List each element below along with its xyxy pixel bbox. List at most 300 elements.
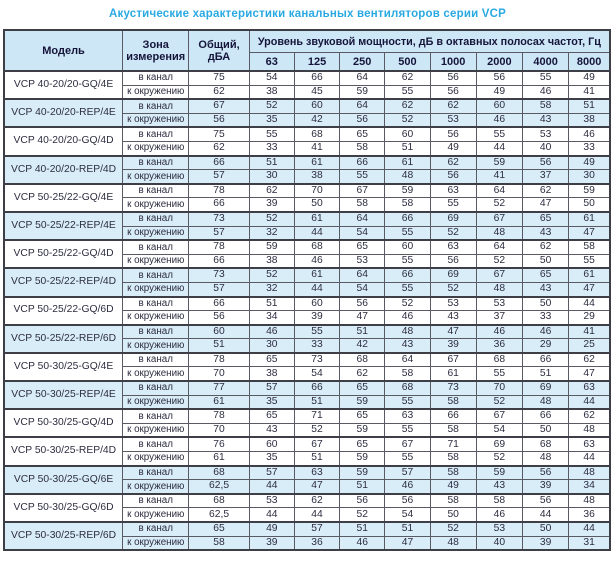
- spl-value-cell: 67: [430, 353, 476, 367]
- spl-value-cell: 58: [430, 423, 476, 437]
- table-row: [4, 99, 610, 113]
- spl-value-cell: 52: [385, 113, 430, 127]
- spl-value-cell: 43: [523, 113, 569, 127]
- zone-cell: в канал: [123, 212, 189, 226]
- spl-value-cell: 56: [523, 494, 569, 508]
- spl-value-cell: 49: [569, 71, 610, 85]
- spl-value-cell: 47: [569, 226, 610, 240]
- spl-value-cell: 57: [385, 466, 430, 480]
- spl-value-cell: 47: [569, 282, 610, 296]
- spl-value-cell: 73: [294, 353, 339, 367]
- spl-value-cell: 49: [430, 480, 476, 494]
- spl-value-cell: 64: [340, 212, 385, 226]
- col-header-model: Модель: [4, 30, 123, 71]
- spl-value-cell: 58: [476, 494, 522, 508]
- spl-value-cell: 66: [385, 268, 430, 282]
- spl-value-cell: 61: [430, 367, 476, 381]
- spl-value-cell: 59: [340, 423, 385, 437]
- spl-value-cell: 55: [569, 254, 610, 268]
- zone-cell: в канал: [123, 297, 189, 311]
- model-cell: VCP 50-25/22-GQ/6D: [4, 297, 123, 325]
- spl-value-cell: 46: [385, 311, 430, 325]
- spl-value-cell: 55: [385, 226, 430, 240]
- spl-value-cell: 67: [476, 268, 522, 282]
- zone-cell: к окружению: [123, 113, 189, 127]
- spl-value-cell: 51: [340, 522, 385, 536]
- zone-cell: в канал: [123, 99, 189, 113]
- spl-value-cell: 35: [249, 452, 294, 466]
- spl-value-cell: 62: [385, 99, 430, 113]
- spl-value-cell: 36: [569, 508, 610, 522]
- spl-value-cell: 53: [523, 127, 569, 141]
- spl-value-cell: 39: [249, 536, 294, 550]
- spl-value-cell: 64: [340, 99, 385, 113]
- model-cell: VCP 40-20/20-REP/4E: [4, 99, 123, 127]
- spl-value-cell: 63: [430, 240, 476, 254]
- spl-value-cell: 61: [569, 212, 610, 226]
- spl-value-cell: 29: [523, 339, 569, 353]
- model-cell: VCP 50-25/22-GQ/4E: [4, 184, 123, 212]
- total-dba-cell: 66: [189, 156, 249, 170]
- total-dba-cell: 56: [189, 113, 249, 127]
- spl-value-cell: 62: [430, 156, 476, 170]
- zone-cell: к окружению: [123, 141, 189, 155]
- spl-value-cell: 51: [385, 141, 430, 155]
- spl-value-cell: 68: [476, 353, 522, 367]
- spl-value-cell: 50: [523, 297, 569, 311]
- spl-value-cell: 46: [249, 325, 294, 339]
- table-row: [4, 522, 610, 536]
- table-row: [4, 156, 610, 170]
- total-dba-cell: 78: [189, 353, 249, 367]
- spl-value-cell: 59: [340, 395, 385, 409]
- spl-value-cell: 55: [385, 452, 430, 466]
- zone-cell: в канал: [123, 127, 189, 141]
- zone-cell: к окружению: [123, 282, 189, 296]
- spl-value-cell: 52: [476, 254, 522, 268]
- spl-value-cell: 64: [340, 268, 385, 282]
- spl-value-cell: 66: [523, 409, 569, 423]
- spl-value-cell: 55: [385, 395, 430, 409]
- spl-value-cell: 45: [294, 85, 339, 99]
- spl-value-cell: 37: [476, 311, 522, 325]
- spl-value-cell: 44: [476, 141, 522, 155]
- table-row: [4, 494, 610, 508]
- col-header-total-dba: Общий, дБА: [189, 30, 249, 71]
- spl-value-cell: 65: [249, 353, 294, 367]
- zone-cell: в канал: [123, 268, 189, 282]
- spl-value-cell: 47: [294, 480, 339, 494]
- spl-value-cell: 31: [569, 536, 610, 550]
- zone-cell: к окружению: [123, 226, 189, 240]
- spl-value-cell: 30: [569, 170, 610, 184]
- zone-cell: в канал: [123, 325, 189, 339]
- zone-cell: к окружению: [123, 508, 189, 522]
- table-row: [4, 353, 610, 367]
- table-row: [4, 127, 610, 141]
- spl-value-cell: 50: [523, 522, 569, 536]
- spl-value-cell: 65: [340, 409, 385, 423]
- spl-value-cell: 62: [385, 71, 430, 85]
- spl-value-cell: 52: [476, 452, 522, 466]
- spl-value-cell: 51: [294, 395, 339, 409]
- zone-cell: к окружению: [123, 254, 189, 268]
- total-dba-cell: 62,5: [189, 480, 249, 494]
- spl-value-cell: 66: [294, 381, 339, 395]
- spl-value-cell: 52: [476, 198, 522, 212]
- spl-value-cell: 71: [294, 409, 339, 423]
- zone-cell: к окружению: [123, 85, 189, 99]
- spl-value-cell: 60: [294, 99, 339, 113]
- zone-cell: в канал: [123, 437, 189, 451]
- model-cell: VCP 50-30/25-REP/6D: [4, 522, 123, 550]
- table-row: [4, 466, 610, 480]
- total-dba-cell: 73: [189, 212, 249, 226]
- spl-value-cell: 44: [569, 395, 610, 409]
- spl-value-cell: 57: [249, 381, 294, 395]
- spl-value-cell: 50: [430, 508, 476, 522]
- spl-value-cell: 30: [249, 339, 294, 353]
- model-cell: VCP 50-25/22-REP/4D: [4, 268, 123, 296]
- spl-value-cell: 48: [569, 466, 610, 480]
- spl-value-cell: 53: [476, 522, 522, 536]
- zone-cell: к окружению: [123, 423, 189, 437]
- spl-value-cell: 35: [249, 113, 294, 127]
- spl-value-cell: 52: [430, 226, 476, 240]
- spl-value-cell: 53: [430, 113, 476, 127]
- spl-value-cell: 66: [430, 409, 476, 423]
- spl-value-cell: 56: [523, 156, 569, 170]
- spl-value-cell: 54: [249, 71, 294, 85]
- spl-value-cell: 25: [569, 339, 610, 353]
- spl-value-cell: 39: [430, 339, 476, 353]
- spl-value-cell: 66: [523, 353, 569, 367]
- zone-cell: к окружению: [123, 367, 189, 381]
- spl-value-cell: 46: [476, 325, 522, 339]
- spl-value-cell: 62: [249, 184, 294, 198]
- table-row: [4, 212, 610, 226]
- spl-value-cell: 60: [476, 99, 522, 113]
- spl-value-cell: 52: [249, 99, 294, 113]
- model-cell: VCP 50-30/25-GQ/4E: [4, 353, 123, 381]
- model-cell: VCP 50-25/22-REP/4E: [4, 212, 123, 240]
- spl-value-cell: 39: [523, 480, 569, 494]
- table-row: [4, 325, 610, 339]
- spl-value-cell: 58: [340, 198, 385, 212]
- spl-value-cell: 52: [385, 297, 430, 311]
- spl-value-cell: 50: [569, 198, 610, 212]
- spl-value-cell: 52: [430, 282, 476, 296]
- spl-value-cell: 51: [340, 325, 385, 339]
- spl-value-cell: 56: [430, 254, 476, 268]
- spl-value-cell: 51: [385, 522, 430, 536]
- total-dba-cell: 78: [189, 409, 249, 423]
- spl-value-cell: 48: [569, 423, 610, 437]
- spl-value-cell: 47: [430, 325, 476, 339]
- zone-cell: в канал: [123, 381, 189, 395]
- spl-value-cell: 67: [294, 437, 339, 451]
- spl-value-cell: 69: [476, 437, 522, 451]
- total-dba-cell: 57: [189, 226, 249, 240]
- zone-cell: в канал: [123, 71, 189, 85]
- total-dba-cell: 68: [189, 494, 249, 508]
- spl-value-cell: 46: [523, 325, 569, 339]
- spl-value-cell: 50: [294, 198, 339, 212]
- spl-value-cell: 57: [249, 466, 294, 480]
- spl-value-cell: 48: [430, 536, 476, 550]
- spl-value-cell: 49: [569, 156, 610, 170]
- total-dba-cell: 57: [189, 170, 249, 184]
- spl-value-cell: 65: [340, 127, 385, 141]
- spl-value-cell: 65: [523, 268, 569, 282]
- spl-value-cell: 69: [430, 212, 476, 226]
- spl-value-cell: 40: [523, 141, 569, 155]
- table-row: [4, 184, 610, 198]
- total-dba-cell: 62,5: [189, 508, 249, 522]
- spl-value-cell: 63: [430, 184, 476, 198]
- spl-value-cell: 51: [249, 297, 294, 311]
- spl-value-cell: 55: [249, 127, 294, 141]
- spl-value-cell: 56: [340, 113, 385, 127]
- total-dba-cell: 67: [189, 99, 249, 113]
- spl-value-cell: 60: [294, 297, 339, 311]
- spl-value-cell: 65: [523, 212, 569, 226]
- spl-value-cell: 41: [294, 141, 339, 155]
- table-row: [4, 437, 610, 451]
- spl-value-cell: 43: [476, 480, 522, 494]
- table-row: [4, 381, 610, 395]
- spl-value-cell: 60: [249, 437, 294, 451]
- spl-value-cell: 62: [569, 409, 610, 423]
- spl-value-cell: 56: [523, 466, 569, 480]
- spl-value-cell: 55: [476, 127, 522, 141]
- spl-value-cell: 55: [385, 423, 430, 437]
- spl-value-cell: 43: [430, 311, 476, 325]
- spl-value-cell: 52: [476, 395, 522, 409]
- spl-value-cell: 63: [294, 466, 339, 480]
- spl-value-cell: 64: [340, 71, 385, 85]
- spl-value-cell: 60: [385, 127, 430, 141]
- total-dba-cell: 51: [189, 339, 249, 353]
- model-cell: VCP 50-30/25-GQ/6E: [4, 466, 123, 494]
- spl-value-cell: 46: [523, 85, 569, 99]
- spl-value-cell: 44: [569, 297, 610, 311]
- spl-value-cell: 34: [569, 480, 610, 494]
- spl-value-cell: 59: [340, 466, 385, 480]
- spl-value-cell: 44: [249, 508, 294, 522]
- spl-value-cell: 38: [294, 170, 339, 184]
- spl-value-cell: 39: [294, 311, 339, 325]
- total-dba-cell: 73: [189, 268, 249, 282]
- table-header: [4, 30, 610, 71]
- spl-value-cell: 44: [569, 452, 610, 466]
- spl-value-cell: 68: [294, 127, 339, 141]
- spl-value-cell: 43: [385, 339, 430, 353]
- spl-value-cell: 62: [340, 367, 385, 381]
- freq-header-63: 63: [249, 53, 294, 72]
- spl-value-cell: 38: [249, 254, 294, 268]
- spl-value-cell: 44: [294, 226, 339, 240]
- spl-value-cell: 59: [569, 184, 610, 198]
- freq-header-2000: 2000: [476, 53, 522, 72]
- spl-value-cell: 44: [294, 508, 339, 522]
- zone-cell: к окружению: [123, 480, 189, 494]
- table-row: [4, 409, 610, 423]
- page-title: Акустические характеристики канальных вентиляторов серии VCP: [108, 8, 507, 20]
- spl-value-cell: 44: [569, 522, 610, 536]
- spl-value-cell: 63: [569, 381, 610, 395]
- spl-value-cell: 39: [249, 198, 294, 212]
- spl-value-cell: 41: [569, 85, 610, 99]
- spl-value-cell: 56: [476, 71, 522, 85]
- zone-cell: в канал: [123, 494, 189, 508]
- spl-value-cell: 47: [385, 536, 430, 550]
- spl-value-cell: 49: [249, 522, 294, 536]
- spl-value-cell: 46: [340, 536, 385, 550]
- spl-value-cell: 64: [476, 240, 522, 254]
- spl-value-cell: 68: [294, 240, 339, 254]
- total-dba-cell: 70: [189, 367, 249, 381]
- spl-value-cell: 58: [430, 494, 476, 508]
- total-dba-cell: 65: [189, 522, 249, 536]
- spl-value-cell: 53: [340, 254, 385, 268]
- zone-cell: в канал: [123, 409, 189, 423]
- spl-value-cell: 56: [340, 494, 385, 508]
- spl-value-cell: 57: [294, 522, 339, 536]
- spl-value-cell: 43: [523, 226, 569, 240]
- model-cell: VCP 40-20/20-REP/4D: [4, 156, 123, 184]
- spl-value-cell: 58: [340, 141, 385, 155]
- zone-cell: к окружению: [123, 536, 189, 550]
- spl-value-cell: 67: [476, 409, 522, 423]
- spl-value-cell: 58: [430, 395, 476, 409]
- spl-value-cell: 63: [569, 437, 610, 451]
- table-body: [4, 71, 610, 550]
- total-dba-cell: 75: [189, 71, 249, 85]
- spl-value-cell: 56: [430, 85, 476, 99]
- total-dba-cell: 68: [189, 466, 249, 480]
- spl-value-cell: 51: [294, 452, 339, 466]
- spl-value-cell: 58: [523, 99, 569, 113]
- model-cell: VCP 50-30/25-GQ/6D: [4, 494, 123, 522]
- total-dba-cell: 57: [189, 282, 249, 296]
- spl-value-cell: 61: [385, 156, 430, 170]
- spl-value-cell: 69: [430, 268, 476, 282]
- table-row: [4, 297, 610, 311]
- total-dba-cell: 61: [189, 452, 249, 466]
- spl-value-cell: 62: [294, 494, 339, 508]
- spl-value-cell: 70: [476, 381, 522, 395]
- spl-value-cell: 55: [523, 71, 569, 85]
- spl-value-cell: 55: [385, 282, 430, 296]
- total-dba-cell: 70: [189, 423, 249, 437]
- freq-header-8000: 8000: [569, 53, 610, 72]
- spl-value-cell: 59: [385, 184, 430, 198]
- spl-value-cell: 62: [430, 99, 476, 113]
- model-cell: VCP 40-20/20-GQ/4E: [4, 71, 123, 99]
- spl-value-cell: 54: [385, 508, 430, 522]
- spl-value-cell: 60: [385, 240, 430, 254]
- col-header-spl-bands: Уровень звуковой мощности, дБ в октавных полосах частот, Гц: [249, 30, 610, 53]
- spl-value-cell: 68: [523, 437, 569, 451]
- spl-value-cell: 44: [523, 508, 569, 522]
- spl-value-cell: 30: [249, 170, 294, 184]
- zone-cell: к окружению: [123, 339, 189, 353]
- spl-value-cell: 53: [249, 494, 294, 508]
- spl-value-cell: 42: [294, 113, 339, 127]
- total-dba-cell: 78: [189, 184, 249, 198]
- spl-value-cell: 66: [294, 71, 339, 85]
- spl-value-cell: 38: [249, 85, 294, 99]
- total-dba-cell: 62: [189, 141, 249, 155]
- model-cell: VCP 50-30/25-REP/4E: [4, 381, 123, 409]
- zone-cell: в канал: [123, 522, 189, 536]
- spl-value-cell: 48: [523, 395, 569, 409]
- spl-value-cell: 49: [430, 141, 476, 155]
- spl-value-cell: 55: [430, 198, 476, 212]
- spl-value-cell: 59: [249, 240, 294, 254]
- total-dba-cell: 61: [189, 395, 249, 409]
- spl-value-cell: 41: [569, 325, 610, 339]
- spl-value-cell: 42: [340, 339, 385, 353]
- spl-value-cell: 65: [340, 240, 385, 254]
- spl-value-cell: 52: [249, 268, 294, 282]
- spl-value-cell: 51: [523, 367, 569, 381]
- spl-value-cell: 54: [340, 226, 385, 240]
- spl-value-cell: 64: [476, 184, 522, 198]
- zone-cell: к окружению: [123, 452, 189, 466]
- spl-value-cell: 50: [523, 423, 569, 437]
- spl-value-cell: 33: [294, 339, 339, 353]
- spl-value-cell: 56: [430, 71, 476, 85]
- spl-value-cell: 56: [430, 127, 476, 141]
- model-cell: VCP 50-25/22-GQ/4D: [4, 240, 123, 268]
- spl-value-cell: 52: [249, 212, 294, 226]
- model-cell: VCP 50-30/25-REP/4D: [4, 437, 123, 465]
- spl-value-cell: 48: [385, 170, 430, 184]
- freq-header-1000: 1000: [430, 53, 476, 72]
- spl-value-cell: 43: [249, 423, 294, 437]
- spl-value-cell: 48: [385, 325, 430, 339]
- spl-value-cell: 38: [569, 113, 610, 127]
- spl-value-cell: 61: [569, 268, 610, 282]
- spl-value-cell: 54: [476, 423, 522, 437]
- spl-value-cell: 58: [385, 198, 430, 212]
- spl-value-cell: 46: [569, 127, 610, 141]
- spl-value-cell: 33: [569, 141, 610, 155]
- spl-value-cell: 59: [476, 466, 522, 480]
- spl-value-cell: 58: [569, 240, 610, 254]
- spl-value-cell: 51: [340, 480, 385, 494]
- spl-value-cell: 64: [385, 353, 430, 367]
- spl-value-cell: 65: [340, 381, 385, 395]
- spl-value-cell: 52: [340, 508, 385, 522]
- spl-value-cell: 67: [385, 437, 430, 451]
- model-cell: VCP 50-25/22-REP/6D: [4, 325, 123, 353]
- spl-value-cell: 53: [476, 297, 522, 311]
- spl-value-cell: 54: [294, 367, 339, 381]
- spl-value-cell: 44: [294, 282, 339, 296]
- spl-value-cell: 47: [569, 367, 610, 381]
- spl-value-cell: 52: [430, 522, 476, 536]
- spl-value-cell: 51: [249, 156, 294, 170]
- spl-value-cell: 66: [385, 212, 430, 226]
- total-dba-cell: 66: [189, 254, 249, 268]
- spl-value-cell: 73: [430, 381, 476, 395]
- spl-value-cell: 58: [385, 367, 430, 381]
- spl-value-cell: 61: [294, 212, 339, 226]
- spl-value-cell: 51: [569, 99, 610, 113]
